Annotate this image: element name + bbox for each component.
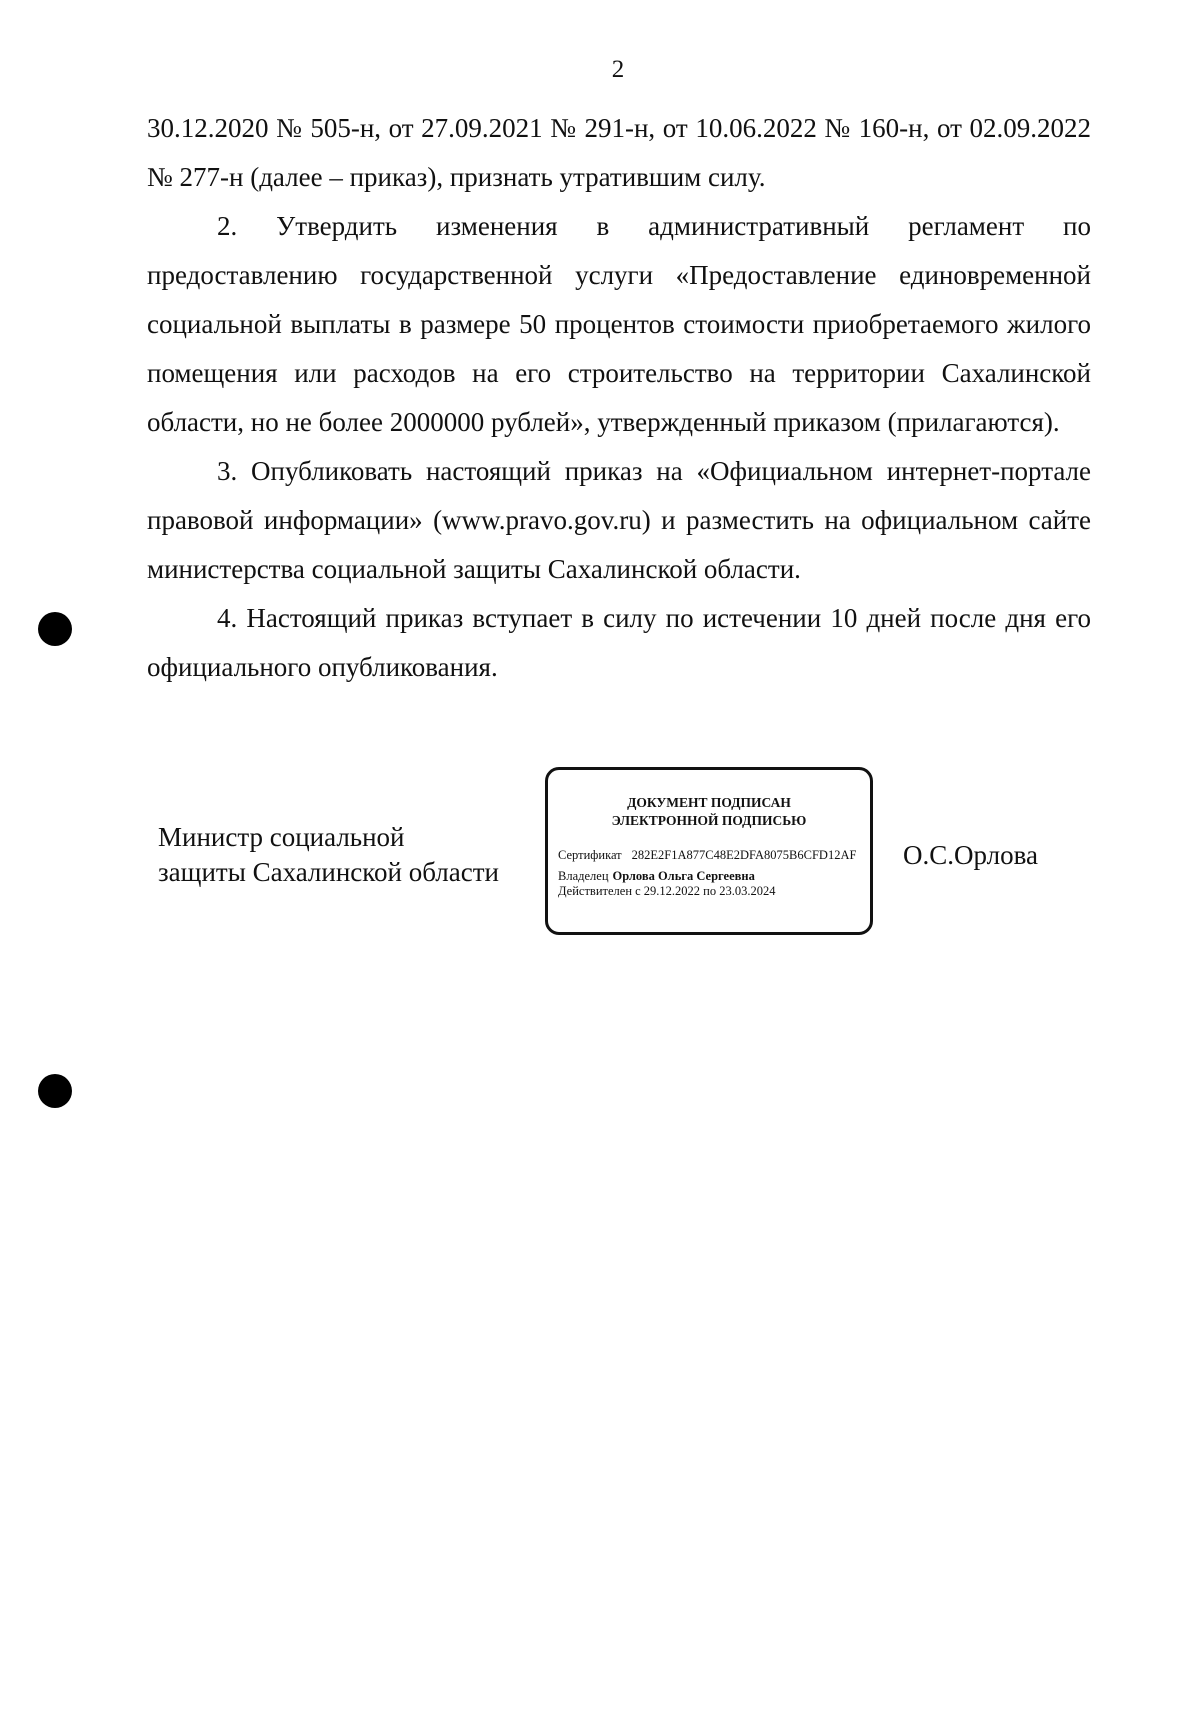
stamp-validity: Действителен с 29.12.2022 по 23.03.2024 xyxy=(558,884,776,898)
stamp-certificate-row xyxy=(558,848,860,863)
stamp-owner-row xyxy=(558,869,860,884)
paragraph-item-3: 3. Опубликовать настоящий приказ на «Официальном интернет-портале правовой информации» (www.pravo.gov.ru) и разместить на официальном сайте министерства социальной защиты Сахалинской области. xyxy=(147,456,1091,584)
stamp-certificate-value: 282E2F1A877C48E2DFA8075B6CFD12AF xyxy=(631,848,857,862)
signer-title xyxy=(158,820,499,890)
page-number: 2 xyxy=(611,56,625,83)
signer-title-line-2: защиты Сахалинской области xyxy=(158,857,499,887)
stamp-owner-value: Орлова Ольга Сергеевна xyxy=(612,869,755,883)
document-body xyxy=(147,104,1091,692)
paragraph-item-2: 2. Утвердить изменения в административный регламент по предоставлению государственной услуги «Предоставление единовременной социальной выплаты в размере 50 процентов стоимости приобретаемого жилого помещения или расходов на его строительство на территории Сахалинской области, но не более 2000000 рублей», утвержденный приказом (прилагаются). xyxy=(147,211,1091,437)
stamp-owner-label: Владелец xyxy=(558,869,609,883)
paragraph-continuation: 30.12.2020 № 505-н, от 27.09.2021 № 291-н, от 10.06.2022 № 160-н, от 02.09.2022 № 277-н (далее – приказ), признать утратившим силу. xyxy=(147,113,1091,192)
signer-title-line-1: Министр социальной xyxy=(158,822,405,852)
signer-name: О.С.Орлова xyxy=(903,840,1038,870)
stamp-header xyxy=(558,794,860,830)
electronic-signature-stamp xyxy=(545,767,873,935)
paragraph-item-4: 4. Настоящий приказ вступает в силу по истечении 10 дней после дня его официального опубликования. xyxy=(147,603,1091,682)
stamp-certificate-label: Сертификат xyxy=(558,848,622,862)
stamp-header-line-2: ЭЛЕКТРОННОЙ ПОДПИСЬЮ xyxy=(611,813,807,828)
stamp-header-line-1: ДОКУМЕНТ ПОДПИСАН xyxy=(627,795,791,810)
hole-punch-mark xyxy=(38,1074,72,1108)
hole-punch-mark xyxy=(38,612,72,646)
